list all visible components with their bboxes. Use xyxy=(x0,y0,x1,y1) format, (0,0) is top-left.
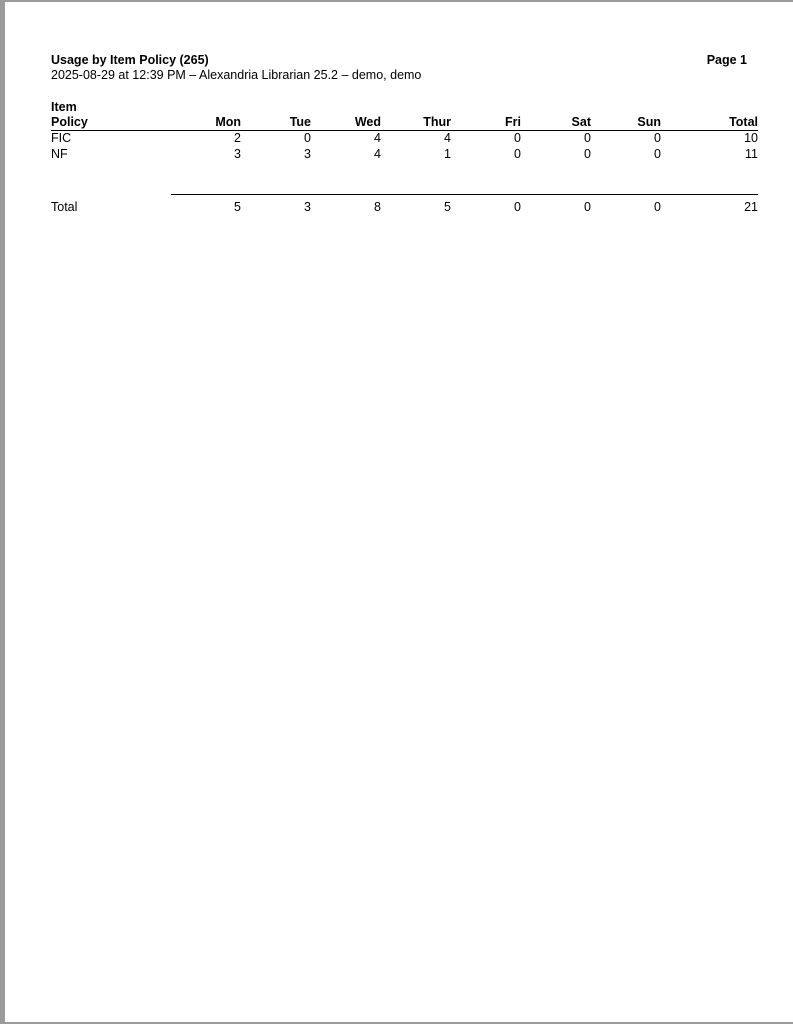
table-spacer xyxy=(51,162,758,195)
table-header-row xyxy=(51,100,758,131)
cell-thur: 1 xyxy=(444,146,451,161)
totals-label: Total xyxy=(51,200,78,214)
cell-sat: 0 xyxy=(584,131,591,145)
cell-wed: 4 xyxy=(374,131,381,145)
column-header-item-policy-line1: Item xyxy=(51,100,77,114)
report-title: Usage by Item Policy (265) xyxy=(51,53,209,67)
total-wed: 8 xyxy=(374,200,381,214)
cell-total: 11 xyxy=(745,146,758,161)
page-number: Page 1 xyxy=(706,53,747,67)
column-header-sat: Sat xyxy=(521,100,591,131)
column-header-total: Total xyxy=(661,100,758,131)
cell-sun: 0 xyxy=(654,131,661,145)
column-header-item-policy-line2: Policy xyxy=(51,115,88,129)
cell-thur: 4 xyxy=(444,131,451,145)
usage-table xyxy=(51,100,758,215)
cell-mon: 3 xyxy=(234,146,241,161)
cell-tue: 0 xyxy=(304,131,311,145)
cell-policy: NF xyxy=(51,146,68,161)
column-header-fri: Fri xyxy=(451,100,521,131)
total-sat: 0 xyxy=(584,200,591,214)
cell-total: 10 xyxy=(744,131,758,145)
total-fri: 0 xyxy=(514,200,521,214)
column-header-thur: Thur xyxy=(381,100,451,131)
cell-fri: 0 xyxy=(514,146,521,161)
totals-row xyxy=(51,199,758,215)
cell-tue: 3 xyxy=(304,146,311,161)
column-header-tue: Tue xyxy=(241,100,311,131)
column-header-item-policy xyxy=(51,100,171,131)
cell-sun: 0 xyxy=(654,146,661,161)
column-header-sun: Sun xyxy=(591,100,661,131)
cell-wed: 4 xyxy=(374,146,381,161)
report-subtitle: 2025-08-29 at 12:39 PM – Alexandria Librarian 25.2 – demo, demo xyxy=(51,68,422,82)
total-tue: 3 xyxy=(304,200,311,214)
total-thur: 5 xyxy=(444,200,451,214)
cell-policy: FIC xyxy=(51,131,72,145)
cell-fri: 0 xyxy=(514,131,521,145)
total-grand: 21 xyxy=(744,200,758,214)
cell-sat: 0 xyxy=(584,146,591,161)
cell-mon: 2 xyxy=(234,131,241,145)
report-page xyxy=(5,2,793,1022)
column-header-mon: Mon xyxy=(171,100,241,131)
total-sun: 0 xyxy=(654,200,661,214)
table-row xyxy=(51,131,758,147)
table-row xyxy=(51,147,758,163)
total-mon: 5 xyxy=(234,200,241,214)
column-header-wed: Wed xyxy=(311,100,381,131)
